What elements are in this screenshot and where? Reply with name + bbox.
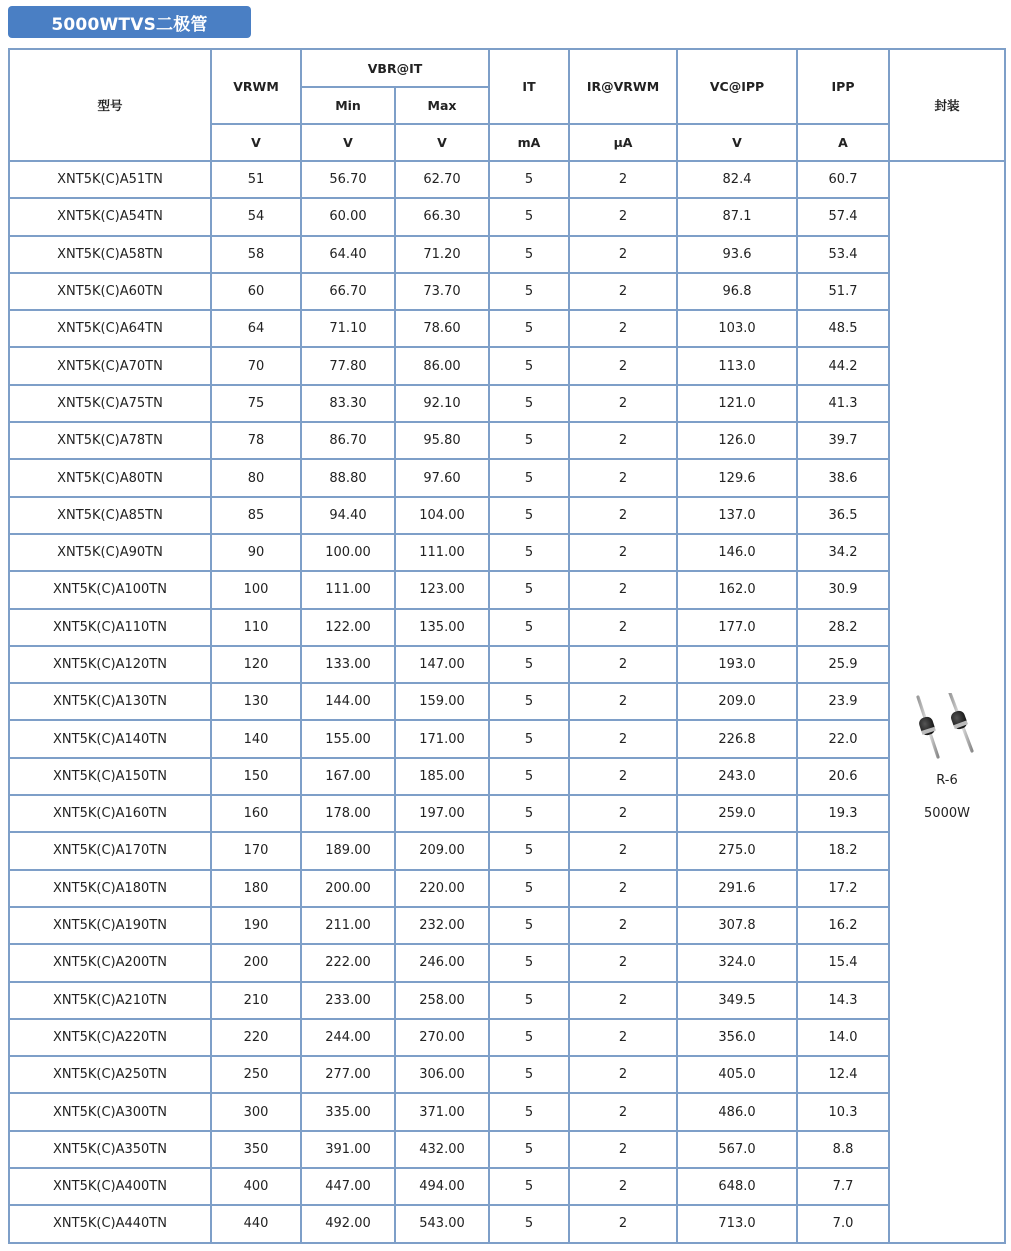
cell-vrwm: 130 — [211, 683, 301, 720]
cell-vbr-max: 123.00 — [395, 571, 489, 608]
cell-ipp: 38.6 — [797, 459, 889, 496]
cell-vc: 324.0 — [677, 944, 797, 981]
cell-vbr-min: 86.70 — [301, 422, 395, 459]
cell-model: XNT5K(C)A54TN — [9, 198, 211, 235]
table-row — [9, 497, 1005, 534]
cell-ipp: 25.9 — [797, 646, 889, 683]
cell-it: 5 — [489, 944, 569, 981]
package-power: 5000W — [924, 805, 970, 821]
cell-model: XNT5K(C)A110TN — [9, 609, 211, 646]
cell-ipp: 30.9 — [797, 571, 889, 608]
cell-vbr-min: 167.00 — [301, 758, 395, 795]
cell-vbr-max: 270.00 — [395, 1019, 489, 1056]
cell-it: 5 — [489, 832, 569, 869]
cell-ir: 2 — [569, 683, 677, 720]
cell-vc: 129.6 — [677, 459, 797, 496]
col-header-ipp: IPP — [797, 49, 889, 124]
cell-vc: 96.8 — [677, 273, 797, 310]
cell-vrwm: 90 — [211, 534, 301, 571]
cell-ipp: 28.2 — [797, 609, 889, 646]
cell-ir: 2 — [569, 198, 677, 235]
cell-model: XNT5K(C)A150TN — [9, 758, 211, 795]
cell-vbr-min: 64.40 — [301, 236, 395, 273]
cell-it: 5 — [489, 310, 569, 347]
cell-vrwm: 150 — [211, 758, 301, 795]
table-row — [9, 1205, 1005, 1242]
cell-it: 5 — [489, 385, 569, 422]
cell-it: 5 — [489, 609, 569, 646]
cell-vrwm: 100 — [211, 571, 301, 608]
spec-table — [8, 48, 1006, 1244]
cell-vbr-max: 246.00 — [395, 944, 489, 981]
cell-ir: 2 — [569, 720, 677, 757]
cell-model: XNT5K(C)A220TN — [9, 1019, 211, 1056]
cell-vbr-max: 78.60 — [395, 310, 489, 347]
cell-vbr-max: 97.60 — [395, 459, 489, 496]
table-row — [9, 982, 1005, 1019]
col-header-vbr: VBR@IT — [301, 49, 489, 87]
package-name: R-6 — [936, 772, 958, 788]
cell-vc: 113.0 — [677, 347, 797, 384]
cell-ir: 2 — [569, 758, 677, 795]
cell-vc: 291.6 — [677, 870, 797, 907]
col-header-ir: IR@VRWM — [569, 49, 677, 124]
cell-it: 5 — [489, 982, 569, 1019]
unit-vc: V — [677, 124, 797, 161]
cell-vrwm: 51 — [211, 161, 301, 198]
cell-vc: 713.0 — [677, 1205, 797, 1242]
cell-ipp: 14.0 — [797, 1019, 889, 1056]
cell-vrwm: 58 — [211, 236, 301, 273]
cell-it: 5 — [489, 795, 569, 832]
cell-model: XNT5K(C)A350TN — [9, 1131, 211, 1168]
cell-ir: 2 — [569, 422, 677, 459]
table-row — [9, 1131, 1005, 1168]
cell-ir: 2 — [569, 982, 677, 1019]
cell-vbr-max: 306.00 — [395, 1056, 489, 1093]
cell-vc: 162.0 — [677, 571, 797, 608]
cell-vbr-min: 66.70 — [301, 273, 395, 310]
cell-vrwm: 350 — [211, 1131, 301, 1168]
cell-it: 5 — [489, 273, 569, 310]
cell-vrwm: 75 — [211, 385, 301, 422]
cell-it: 5 — [489, 198, 569, 235]
table-row — [9, 236, 1005, 273]
cell-model: XNT5K(C)A80TN — [9, 459, 211, 496]
cell-ir: 2 — [569, 347, 677, 384]
table-row — [9, 609, 1005, 646]
cell-vbr-min: 133.00 — [301, 646, 395, 683]
cell-ipp: 23.9 — [797, 683, 889, 720]
cell-ir: 2 — [569, 1205, 677, 1242]
cell-vbr-min: 122.00 — [301, 609, 395, 646]
cell-vrwm: 170 — [211, 832, 301, 869]
cell-model: XNT5K(C)A60TN — [9, 273, 211, 310]
unit-ipp: A — [797, 124, 889, 161]
cell-ir: 2 — [569, 273, 677, 310]
cell-vc: 121.0 — [677, 385, 797, 422]
cell-vrwm: 250 — [211, 1056, 301, 1093]
table-row — [9, 944, 1005, 981]
unit-vrwm: V — [211, 124, 301, 161]
cell-vbr-max: 73.70 — [395, 273, 489, 310]
cell-ir: 2 — [569, 1131, 677, 1168]
cell-it: 5 — [489, 720, 569, 757]
table-body — [9, 161, 1005, 1243]
cell-model: XNT5K(C)A90TN — [9, 534, 211, 571]
cell-vbr-max: 371.00 — [395, 1093, 489, 1130]
cell-ipp: 10.3 — [797, 1093, 889, 1130]
cell-vrwm: 300 — [211, 1093, 301, 1130]
cell-vbr-max: 71.20 — [395, 236, 489, 273]
cell-vbr-min: 244.00 — [301, 1019, 395, 1056]
cell-model: XNT5K(C)A160TN — [9, 795, 211, 832]
cell-vrwm: 440 — [211, 1205, 301, 1242]
cell-vbr-min: 88.80 — [301, 459, 395, 496]
cell-ipp: 8.8 — [797, 1131, 889, 1168]
cell-ipp: 53.4 — [797, 236, 889, 273]
table-row — [9, 459, 1005, 496]
cell-vbr-max: 147.00 — [395, 646, 489, 683]
cell-vbr-max: 104.00 — [395, 497, 489, 534]
cell-vbr-max: 232.00 — [395, 907, 489, 944]
cell-vbr-min: 111.00 — [301, 571, 395, 608]
cell-ipp: 12.4 — [797, 1056, 889, 1093]
cell-vbr-min: 335.00 — [301, 1093, 395, 1130]
package-info — [890, 583, 1004, 821]
cell-vc: 567.0 — [677, 1131, 797, 1168]
cell-vbr-max: 258.00 — [395, 982, 489, 1019]
cell-vrwm: 80 — [211, 459, 301, 496]
cell-vbr-max: 159.00 — [395, 683, 489, 720]
cell-vrwm: 210 — [211, 982, 301, 1019]
cell-ipp: 16.2 — [797, 907, 889, 944]
cell-ipp: 57.4 — [797, 198, 889, 235]
cell-vc: 103.0 — [677, 310, 797, 347]
cell-vbr-min: 391.00 — [301, 1131, 395, 1168]
table-row — [9, 870, 1005, 907]
cell-ipp: 41.3 — [797, 385, 889, 422]
cell-model: XNT5K(C)A85TN — [9, 497, 211, 534]
col-header-max: Max — [395, 87, 489, 124]
cell-vrwm: 120 — [211, 646, 301, 683]
cell-vrwm: 70 — [211, 347, 301, 384]
cell-it: 5 — [489, 497, 569, 534]
cell-vrwm: 54 — [211, 198, 301, 235]
cell-vc: 226.8 — [677, 720, 797, 757]
table-row — [9, 646, 1005, 683]
cell-vrwm: 220 — [211, 1019, 301, 1056]
cell-vc: 193.0 — [677, 646, 797, 683]
cell-ir: 2 — [569, 571, 677, 608]
cell-vbr-max: 432.00 — [395, 1131, 489, 1168]
cell-vc: 87.1 — [677, 198, 797, 235]
cell-vbr-min: 56.70 — [301, 161, 395, 198]
cell-vrwm: 140 — [211, 720, 301, 757]
col-header-model: 型号 — [9, 49, 211, 161]
unit-it: mA — [489, 124, 569, 161]
cell-vbr-min: 211.00 — [301, 907, 395, 944]
table-row — [9, 683, 1005, 720]
table-row — [9, 310, 1005, 347]
cell-it: 5 — [489, 1056, 569, 1093]
cell-model: XNT5K(C)A200TN — [9, 944, 211, 981]
table-row — [9, 161, 1005, 198]
table-row — [9, 795, 1005, 832]
cell-ipp: 18.2 — [797, 832, 889, 869]
axial-diode-icon — [910, 693, 984, 767]
cell-vc: 146.0 — [677, 534, 797, 571]
cell-it: 5 — [489, 422, 569, 459]
cell-vc: 259.0 — [677, 795, 797, 832]
cell-vrwm: 160 — [211, 795, 301, 832]
cell-vbr-min: 233.00 — [301, 982, 395, 1019]
cell-vbr-max: 209.00 — [395, 832, 489, 869]
cell-vbr-max: 197.00 — [395, 795, 489, 832]
cell-vbr-min: 492.00 — [301, 1205, 395, 1242]
cell-vbr-max: 95.80 — [395, 422, 489, 459]
table-row — [9, 273, 1005, 310]
cell-ipp: 17.2 — [797, 870, 889, 907]
col-header-it: IT — [489, 49, 569, 124]
cell-ipp: 60.7 — [797, 161, 889, 198]
col-header-vrwm: VRWM — [211, 49, 301, 124]
cell-it: 5 — [489, 161, 569, 198]
cell-model: XNT5K(C)A120TN — [9, 646, 211, 683]
col-header-package: 封装 — [889, 49, 1005, 161]
unit-max: V — [395, 124, 489, 161]
cell-vrwm: 78 — [211, 422, 301, 459]
cell-ipp: 36.5 — [797, 497, 889, 534]
cell-vbr-min: 77.80 — [301, 347, 395, 384]
cell-model: XNT5K(C)A300TN — [9, 1093, 211, 1130]
cell-vc: 486.0 — [677, 1093, 797, 1130]
cell-model: XNT5K(C)A78TN — [9, 422, 211, 459]
cell-ir: 2 — [569, 1056, 677, 1093]
table-row — [9, 907, 1005, 944]
cell-ir: 2 — [569, 907, 677, 944]
cell-it: 5 — [489, 646, 569, 683]
cell-model: XNT5K(C)A400TN — [9, 1168, 211, 1205]
cell-vc: 137.0 — [677, 497, 797, 534]
cell-ipp: 15.4 — [797, 944, 889, 981]
cell-vc: 177.0 — [677, 609, 797, 646]
cell-ir: 2 — [569, 1093, 677, 1130]
cell-model: XNT5K(C)A170TN — [9, 832, 211, 869]
cell-vc: 93.6 — [677, 236, 797, 273]
cell-ir: 2 — [569, 459, 677, 496]
cell-ir: 2 — [569, 1019, 677, 1056]
cell-model: XNT5K(C)A130TN — [9, 683, 211, 720]
table-row — [9, 758, 1005, 795]
cell-ipp: 51.7 — [797, 273, 889, 310]
cell-vbr-max: 185.00 — [395, 758, 489, 795]
cell-it: 5 — [489, 1205, 569, 1242]
cell-model: XNT5K(C)A75TN — [9, 385, 211, 422]
cell-vrwm: 110 — [211, 609, 301, 646]
cell-it: 5 — [489, 1131, 569, 1168]
cell-ir: 2 — [569, 534, 677, 571]
table-row — [9, 347, 1005, 384]
cell-vbr-max: 111.00 — [395, 534, 489, 571]
cell-ir: 2 — [569, 385, 677, 422]
table-row — [9, 571, 1005, 608]
cell-vc: 349.5 — [677, 982, 797, 1019]
cell-model: XNT5K(C)A100TN — [9, 571, 211, 608]
cell-ir: 2 — [569, 609, 677, 646]
cell-vbr-max: 494.00 — [395, 1168, 489, 1205]
cell-ir: 2 — [569, 646, 677, 683]
cell-vc: 126.0 — [677, 422, 797, 459]
cell-model: XNT5K(C)A51TN — [9, 161, 211, 198]
table-row — [9, 1093, 1005, 1130]
cell-vbr-min: 447.00 — [301, 1168, 395, 1205]
cell-vbr-max: 543.00 — [395, 1205, 489, 1242]
cell-model: XNT5K(C)A440TN — [9, 1205, 211, 1242]
cell-vbr-min: 277.00 — [301, 1056, 395, 1093]
cell-ir: 2 — [569, 870, 677, 907]
cell-ipp: 48.5 — [797, 310, 889, 347]
table-row — [9, 198, 1005, 235]
cell-model: XNT5K(C)A58TN — [9, 236, 211, 273]
cell-vc: 209.0 — [677, 683, 797, 720]
cell-vbr-max: 92.10 — [395, 385, 489, 422]
cell-model: XNT5K(C)A70TN — [9, 347, 211, 384]
cell-model: XNT5K(C)A250TN — [9, 1056, 211, 1093]
cell-ir: 2 — [569, 832, 677, 869]
cell-vc: 82.4 — [677, 161, 797, 198]
cell-ir: 2 — [569, 161, 677, 198]
cell-ir: 2 — [569, 795, 677, 832]
cell-ipp: 14.3 — [797, 982, 889, 1019]
cell-ipp: 7.0 — [797, 1205, 889, 1242]
cell-ipp: 20.6 — [797, 758, 889, 795]
cell-vbr-max: 135.00 — [395, 609, 489, 646]
package-cell — [889, 161, 1005, 1243]
cell-ir: 2 — [569, 944, 677, 981]
cell-it: 5 — [489, 870, 569, 907]
page-title: 5000WTVS二极管 — [8, 6, 251, 38]
cell-vbr-max: 86.00 — [395, 347, 489, 384]
table-row — [9, 422, 1005, 459]
cell-it: 5 — [489, 1019, 569, 1056]
cell-vbr-min: 144.00 — [301, 683, 395, 720]
cell-ir: 2 — [569, 236, 677, 273]
cell-vrwm: 180 — [211, 870, 301, 907]
cell-it: 5 — [489, 459, 569, 496]
cell-it: 5 — [489, 758, 569, 795]
cell-vbr-min: 178.00 — [301, 795, 395, 832]
cell-vbr-min: 222.00 — [301, 944, 395, 981]
cell-ipp: 44.2 — [797, 347, 889, 384]
col-header-min: Min — [301, 87, 395, 124]
cell-ir: 2 — [569, 310, 677, 347]
table-row — [9, 832, 1005, 869]
cell-vbr-min: 189.00 — [301, 832, 395, 869]
cell-ipp: 34.2 — [797, 534, 889, 571]
cell-model: XNT5K(C)A190TN — [9, 907, 211, 944]
cell-it: 5 — [489, 571, 569, 608]
cell-vc: 356.0 — [677, 1019, 797, 1056]
cell-vrwm: 64 — [211, 310, 301, 347]
cell-vbr-min: 200.00 — [301, 870, 395, 907]
cell-vbr-min: 94.40 — [301, 497, 395, 534]
cell-vrwm: 60 — [211, 273, 301, 310]
cell-vrwm: 85 — [211, 497, 301, 534]
table-row — [9, 534, 1005, 571]
cell-ipp: 39.7 — [797, 422, 889, 459]
unit-min: V — [301, 124, 395, 161]
cell-ipp: 22.0 — [797, 720, 889, 757]
cell-vrwm: 400 — [211, 1168, 301, 1205]
cell-vc: 275.0 — [677, 832, 797, 869]
table-row — [9, 385, 1005, 422]
cell-vbr-max: 220.00 — [395, 870, 489, 907]
cell-vbr-max: 66.30 — [395, 198, 489, 235]
table-row — [9, 1168, 1005, 1205]
cell-vc: 405.0 — [677, 1056, 797, 1093]
cell-model: XNT5K(C)A180TN — [9, 870, 211, 907]
cell-vc: 648.0 — [677, 1168, 797, 1205]
cell-it: 5 — [489, 236, 569, 273]
cell-it: 5 — [489, 1168, 569, 1205]
table-row — [9, 720, 1005, 757]
cell-it: 5 — [489, 347, 569, 384]
cell-vc: 307.8 — [677, 907, 797, 944]
unit-ir: μA — [569, 124, 677, 161]
cell-it: 5 — [489, 907, 569, 944]
cell-vbr-min: 155.00 — [301, 720, 395, 757]
cell-vbr-max: 171.00 — [395, 720, 489, 757]
cell-vrwm: 190 — [211, 907, 301, 944]
cell-vbr-min: 71.10 — [301, 310, 395, 347]
cell-ipp: 7.7 — [797, 1168, 889, 1205]
col-header-vc: VC@IPP — [677, 49, 797, 124]
cell-ir: 2 — [569, 1168, 677, 1205]
cell-it: 5 — [489, 683, 569, 720]
cell-model: XNT5K(C)A210TN — [9, 982, 211, 1019]
cell-ir: 2 — [569, 497, 677, 534]
cell-model: XNT5K(C)A140TN — [9, 720, 211, 757]
cell-vrwm: 200 — [211, 944, 301, 981]
cell-vbr-max: 62.70 — [395, 161, 489, 198]
cell-it: 5 — [489, 1093, 569, 1130]
cell-vc: 243.0 — [677, 758, 797, 795]
cell-vbr-min: 100.00 — [301, 534, 395, 571]
table-row — [9, 1019, 1005, 1056]
cell-model: XNT5K(C)A64TN — [9, 310, 211, 347]
cell-ipp: 19.3 — [797, 795, 889, 832]
cell-it: 5 — [489, 534, 569, 571]
table-row — [9, 1056, 1005, 1093]
cell-vbr-min: 83.30 — [301, 385, 395, 422]
cell-vbr-min: 60.00 — [301, 198, 395, 235]
